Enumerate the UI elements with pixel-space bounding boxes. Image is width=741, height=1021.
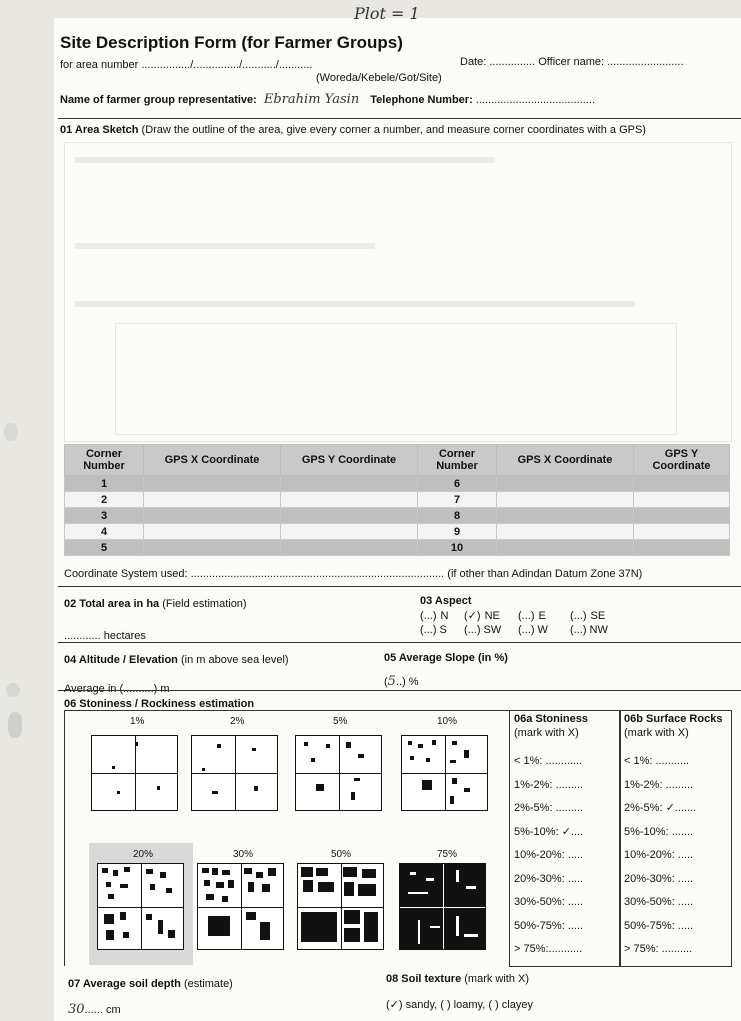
gap-mark (466, 886, 476, 889)
section-02-header (64, 598, 247, 610)
stone-mark (256, 872, 263, 878)
stone-mark (303, 880, 313, 892)
surface-rocks-option[interactable]: > 75%: .......... (624, 943, 693, 955)
stone-mark (452, 778, 457, 784)
aspect-ne[interactable]: (✓) NE (464, 610, 500, 622)
gps-x-cell[interactable] (144, 492, 281, 508)
stone-mark (113, 870, 118, 876)
corner-number: 2 (65, 492, 144, 508)
gps-x-cell[interactable] (144, 476, 281, 492)
stone-mark (358, 754, 364, 758)
gps-x-cell[interactable] (497, 476, 634, 492)
gps-coordinate-table (64, 444, 730, 556)
bleed-through-line (75, 301, 635, 307)
divider (296, 773, 381, 774)
gap-mark (456, 870, 459, 882)
slope-unit: % (408, 676, 419, 688)
stone-mark (346, 742, 351, 748)
stone-mark (246, 912, 256, 920)
gap-mark (410, 872, 416, 875)
stone-mark (260, 922, 270, 940)
gap-mark (430, 926, 440, 928)
gps-x-cell[interactable] (497, 524, 634, 540)
section-04-sub: (in m above sea level) (177, 654, 289, 666)
stoniness-option[interactable]: 30%-50%: ..... (514, 896, 584, 908)
stone-mark (112, 766, 115, 769)
stone-mark (135, 742, 138, 746)
stoniness-1pct-square (91, 735, 178, 811)
section-08-header (386, 973, 529, 985)
corner-number: 9 (418, 524, 497, 540)
section-06-title: 06 Stoniness / Rockiness estimation (64, 698, 255, 710)
soil-depth-value[interactable]: 30 (68, 1002, 85, 1017)
divider (58, 118, 741, 119)
stoniness-option[interactable]: 5%-10%: ✓.... (514, 825, 584, 838)
aspect-row-1 (420, 609, 605, 622)
stone-mark (104, 914, 114, 924)
stone-mark (120, 884, 128, 888)
stone-mark (343, 867, 357, 877)
section-02-sub: (Field estimation) (159, 598, 247, 610)
stone-mark (123, 932, 129, 938)
gps-x-cell[interactable] (144, 540, 281, 556)
form-title: Site Description Form (for Farmer Groups) (60, 33, 403, 52)
coordinate-system-field[interactable]: Coordinate System used: ................................................................................... (64, 568, 445, 580)
pct-label: 2% (230, 716, 245, 727)
divider (198, 907, 283, 908)
plot-annotation: Plot = 1 (354, 4, 420, 23)
punch-hole (6, 683, 20, 697)
section-04-title: 04 Altitude / Elevation (64, 654, 178, 666)
stone-mark (262, 884, 270, 892)
divider (58, 690, 741, 691)
gps-y-cell[interactable] (281, 492, 418, 508)
stoniness-2pct-square (191, 735, 278, 811)
stoniness-option[interactable]: 2%-5%: ......... (514, 802, 584, 814)
stone-mark (108, 894, 114, 899)
stone-mark (222, 896, 228, 902)
stone-mark (208, 916, 230, 936)
representative-label: Name of farmer group representative: (60, 94, 257, 106)
gap-mark (426, 878, 434, 881)
stone-mark (202, 768, 205, 771)
divider (58, 642, 741, 643)
section-05-title: 05 Average Slope (in %) (384, 652, 508, 664)
slope-row: (5..) % (384, 674, 419, 689)
section-06b-title: 06b Surface Rocks (624, 713, 723, 725)
stoniness-option[interactable]: > 75%:........... (514, 943, 583, 955)
section-01-header (60, 124, 646, 136)
surface-rocks-option[interactable]: 10%-20%: ..... (624, 849, 694, 861)
stoniness-10pct-square (401, 735, 488, 811)
col-gps-x: GPS X Coordinate (144, 445, 281, 476)
corner-number: 8 (418, 508, 497, 524)
stone-mark (222, 870, 230, 875)
stone-mark (422, 780, 432, 790)
stone-mark (228, 880, 234, 888)
stone-mark (301, 912, 337, 942)
representative-row (60, 92, 595, 107)
gap-mark (456, 916, 459, 936)
surface-rocks-06b-box (619, 710, 732, 967)
gps-y-cell[interactable] (634, 492, 730, 508)
pct-label: 1% (130, 716, 145, 727)
section-06a-title: 06a Stoniness (514, 713, 588, 725)
stone-mark (316, 868, 328, 876)
stone-mark (344, 882, 354, 896)
phone-field[interactable]: ....................................... (472, 94, 595, 106)
section-07-sub: (estimate) (180, 978, 233, 990)
representative-value[interactable]: Ebrahim Yasin (263, 92, 360, 107)
corner-number: 1 (65, 476, 144, 492)
stone-mark (158, 920, 163, 934)
stone-mark (351, 792, 355, 800)
surface-rocks-option[interactable]: 5%-10%: ....... (624, 825, 694, 838)
surface-rocks-option[interactable]: 2%-5%: ✓....... (624, 802, 697, 814)
stone-mark (206, 894, 214, 900)
gps-x-cell[interactable] (497, 508, 634, 524)
stone-mark (157, 786, 160, 790)
pct-label: 30% (233, 849, 254, 860)
form-page (54, 4, 741, 1021)
section-08-sub: (mark with X) (461, 973, 530, 985)
stone-mark (117, 791, 120, 794)
sketch-area[interactable] (64, 142, 732, 442)
gps-y-cell[interactable] (634, 476, 730, 492)
gap-mark (464, 934, 478, 937)
stone-mark (426, 758, 430, 762)
stone-mark (217, 744, 221, 748)
stone-mark (168, 930, 175, 938)
stone-mark (450, 796, 454, 804)
stone-mark (432, 740, 436, 745)
divider (58, 586, 741, 587)
gap-mark (408, 892, 428, 894)
table-row (65, 492, 730, 508)
gap-mark (418, 920, 420, 944)
stone-mark (216, 882, 224, 888)
aspect-row-2 (420, 624, 608, 636)
admin-hint: (Woreda/Kebele/Got/Site) (316, 72, 442, 84)
col-gps-y: GPS Y Coordinate (634, 445, 730, 476)
pct-label: 5% (333, 716, 348, 727)
bleed-through-line (75, 243, 375, 249)
table-row (65, 508, 730, 524)
stone-mark (202, 868, 209, 873)
stone-mark (354, 778, 360, 781)
pct-label: 50% (331, 849, 352, 860)
corner-number: 7 (418, 492, 497, 508)
stoniness-50pct-square (297, 863, 384, 950)
stoniness-5pct-square (295, 735, 382, 811)
corner-number: 4 (65, 524, 144, 540)
slope-value[interactable]: 5 (387, 674, 396, 689)
stone-mark (120, 912, 126, 920)
stone-mark (124, 867, 130, 872)
section-07-title: 07 Average soil depth (68, 978, 181, 990)
gps-x-cell[interactable] (497, 492, 634, 508)
gps-x-cell[interactable] (497, 540, 634, 556)
stone-mark (204, 880, 210, 886)
stone-mark (252, 748, 256, 751)
coordinate-system-row (64, 568, 642, 580)
soil-texture-options[interactable]: (✓) sandy, ( ) loamy, ( ) clayey (386, 999, 533, 1011)
stoniness-75pct-square (399, 863, 486, 950)
section-01-title: 01 Area Sketch (60, 124, 139, 136)
stoniness-option[interactable]: 10%-20%: ..... (514, 849, 584, 861)
phone-label: Telephone Number: (370, 94, 473, 106)
gps-y-cell[interactable] (634, 508, 730, 524)
stoniness-06a-list (514, 750, 583, 962)
corner-number: 3 (65, 508, 144, 524)
stone-mark (464, 788, 470, 792)
soil-depth-unit: ...... cm (84, 1004, 121, 1016)
surface-rocks-option[interactable]: 50%-75%: ..... (624, 919, 694, 932)
stone-mark (166, 888, 172, 893)
surface-rocks-06b-list (624, 750, 696, 962)
stone-mark (410, 756, 414, 760)
stoniness-option[interactable]: 20%-30%: ..... (514, 872, 584, 885)
stoniness-30pct-square (197, 863, 284, 950)
gps-y-cell[interactable] (281, 540, 418, 556)
altitude-field[interactable]: Average in (..........) m (64, 683, 170, 695)
corner-number: 5 (65, 540, 144, 556)
gps-y-cell[interactable] (281, 508, 418, 524)
divider (400, 907, 485, 908)
punch-hole (4, 423, 18, 441)
stone-mark (326, 744, 330, 748)
stone-mark (160, 872, 166, 878)
gps-x-cell[interactable] (144, 524, 281, 540)
table-row (65, 524, 730, 540)
stone-mark (358, 884, 376, 896)
stone-mark (150, 884, 155, 890)
stone-mark (254, 786, 258, 791)
coordinate-system-note: (if other than Adindan Datum Zone 37N) (444, 568, 643, 580)
stone-mark (248, 882, 254, 892)
stone-mark (450, 760, 456, 763)
col-corner-number: Corner Number (418, 445, 497, 476)
col-gps-y: GPS Y Coordinate (281, 445, 418, 476)
stoniness-option[interactable]: 50%-75%: ..... (514, 919, 584, 932)
section-01-desc: (Draw the outline of the area, give every corner a number, and measure corner coordinates with a GPS) (138, 124, 646, 136)
stoniness-option[interactable]: < 1%: ............ (514, 755, 583, 767)
soil-depth-row (68, 1002, 121, 1017)
stone-mark (364, 912, 378, 942)
stone-mark (268, 868, 276, 876)
aspect-sw[interactable]: (...) SW (464, 624, 502, 636)
section-06b-sub: (mark with X) (624, 727, 689, 739)
divider (402, 773, 487, 774)
col-corner-number: Corner Number (65, 445, 144, 476)
stoniness-06a-box (509, 710, 621, 967)
divider (298, 907, 383, 908)
stone-mark (464, 750, 469, 758)
divider (192, 773, 277, 774)
date-officer-field[interactable]: Date: ............... Officer name: ......................... (460, 56, 684, 68)
stone-mark (106, 930, 114, 940)
aspect-e[interactable]: (...) E (518, 610, 546, 622)
area-number-field[interactable]: for area number ................/.............../.........../........... (60, 59, 313, 71)
stone-mark (146, 914, 152, 920)
stoniness-option[interactable]: 1%-2%: ......... (514, 778, 584, 791)
pct-label: 20% (133, 849, 154, 860)
gps-y-cell[interactable] (281, 524, 418, 540)
stone-mark (362, 869, 376, 878)
bleed-through-line (75, 157, 495, 163)
aspect-se[interactable]: (...) SE (570, 610, 606, 622)
stone-mark (344, 910, 360, 924)
divider (92, 773, 177, 774)
stone-mark (212, 791, 218, 794)
stone-mark (418, 744, 423, 748)
divider (98, 907, 183, 908)
aspect-s[interactable]: (...) S (420, 624, 447, 636)
section-08-title: 08 Soil texture (386, 973, 462, 985)
hectares-field[interactable]: ............ hectares (64, 630, 146, 642)
gps-x-cell[interactable] (144, 508, 281, 524)
pct-label: 75% (437, 849, 458, 860)
stone-mark (244, 868, 252, 874)
aspect-nw[interactable]: (...) NW (570, 624, 608, 636)
stone-mark (106, 882, 111, 887)
surface-rocks-option[interactable]: 30%-50%: ..... (624, 896, 694, 908)
gps-y-cell[interactable] (634, 540, 730, 556)
stone-mark (146, 869, 153, 874)
surface-rocks-option[interactable]: 1%-2%: ......... (624, 778, 694, 791)
section-02-title: 02 Total area in ha (64, 598, 160, 610)
bleed-through-table (115, 323, 677, 435)
stone-mark (301, 867, 313, 877)
aspect-n[interactable]: (...) N (420, 610, 449, 622)
pct-label: 10% (437, 716, 458, 727)
punch-hole (8, 712, 22, 738)
aspect-w[interactable]: (...) W (518, 624, 548, 636)
table-row (65, 540, 730, 556)
stone-mark (212, 868, 218, 875)
stoniness-illustrations (64, 710, 510, 966)
col-gps-x: GPS X Coordinate (497, 445, 634, 476)
surface-rocks-option[interactable]: < 1%: ........... (624, 755, 690, 767)
stone-mark (318, 882, 334, 892)
table-row (65, 476, 730, 492)
section-06a-sub: (mark with X) (514, 727, 579, 739)
stone-mark (344, 928, 360, 942)
stone-mark (102, 868, 108, 873)
section-04-header (64, 654, 289, 666)
corner-number: 6 (418, 476, 497, 492)
stone-mark (408, 741, 412, 745)
stone-mark (304, 742, 308, 746)
stone-mark (311, 758, 315, 762)
stone-mark (452, 741, 457, 745)
stoniness-20pct-square (97, 863, 184, 950)
section-03-title: 03 Aspect (420, 595, 472, 607)
surface-rocks-option[interactable]: 20%-30%: ..... (624, 872, 694, 885)
section-07-header (68, 978, 233, 990)
gps-y-cell[interactable] (634, 524, 730, 540)
corner-number: 10 (418, 540, 497, 556)
gps-y-cell[interactable] (281, 476, 418, 492)
stone-mark (316, 784, 324, 791)
